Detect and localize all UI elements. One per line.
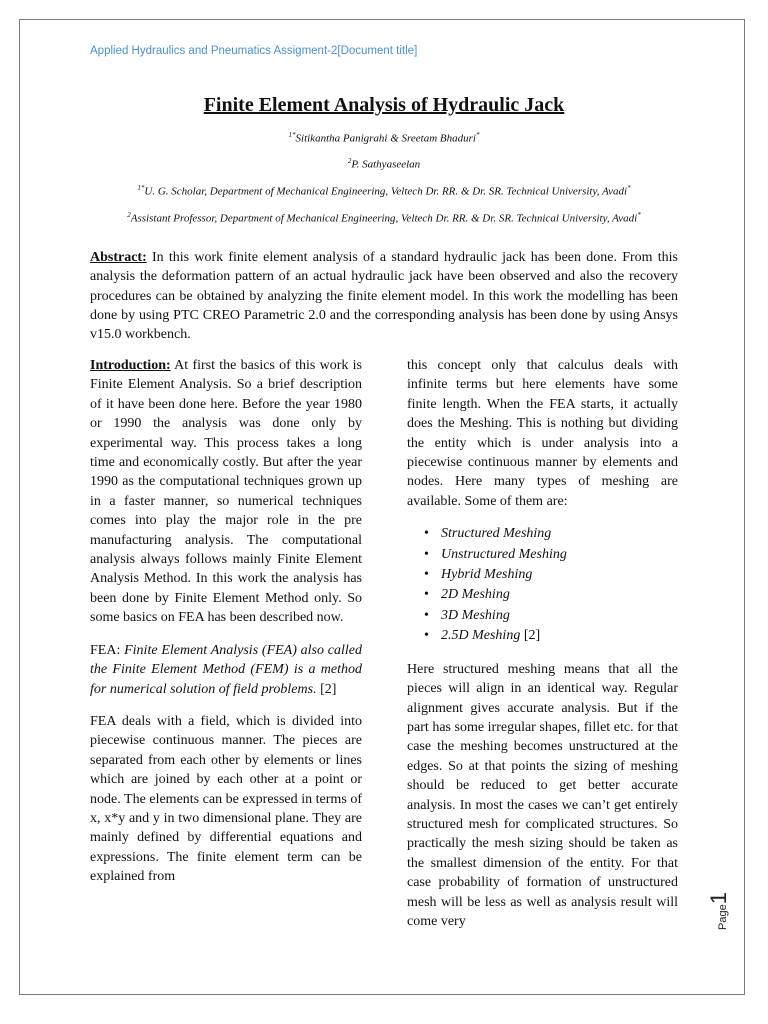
page-number-label <box>706 880 736 930</box>
fea-field-paragraph: FEA deals with a field, which is divided into piecewise continuous manner. The pieces are separated from each other by elements or lines which are joined by each other at a point or node. The elements can be expressed in terms of x, x*y and y in two dimensional plane. They are mainly defined by differential equations and expressions. The finite element term can be explained from <box>90 713 362 885</box>
page-word: Page <box>717 904 729 930</box>
list-item <box>407 565 678 585</box>
affiliation-2-text: Assistant Professor, Department of Mechanical Engineering, Veltech Dr. RR. & Dr. SR. Technical University, Avadi <box>130 212 638 225</box>
bullet-icon: • <box>424 587 429 603</box>
list-item <box>407 585 678 605</box>
supervisor-text: P. Sathyaseelan <box>351 158 421 171</box>
abstract-label: Abstract: <box>90 250 147 265</box>
meshing-intro-paragraph: this concept only that calculus deals with infinite terms but here elements have some finite length. When the FEA starts, it actually does the Meshing. This is nothing but dividing the entity which is under analysis into a piecewise continuous manner by elements and nodes. Here many types of meshing are available. Some of them are: <box>407 358 678 509</box>
bullet-icon: • <box>424 567 429 583</box>
bullet-icon: • <box>424 628 429 644</box>
author-mark: 1* <box>288 131 296 139</box>
author-names <box>80 127 688 148</box>
structured-meshing-paragraph: Here structured meshing means that all the pieces will align in an identical way. Regular alignment gives accurate analysis. But if the part has some irregular shapes, fillet etc. for that case the meshing becomes unstructured at the edges. So at that points the sizing of meshing should be reduced to get better accurate analysis. In most the cases we can’t get entirely structured mesh for complicated structures. So practically the mesh sizing should be taken as the smallest dimension of the entity. For that case probability of formation of unstructured mesh will be less as well as analysis result will come very <box>407 661 678 929</box>
author-text: Sitikantha Panigrahi & Sreetam Bhaduri <box>295 132 476 145</box>
fea-definition <box>90 641 362 699</box>
affiliation-1-text: U. G. Scholar, Department of Mechanical Engineering, Veltech Dr. RR. & Dr. SR. Technical University, Avadi <box>144 185 628 198</box>
list-item-text: 2D Meshing <box>441 587 510 603</box>
list-item-text: Unstructured Meshing <box>441 546 567 562</box>
abstract-text: In this work finite element analysis of a standard hydraulic jack has been done. From this analysis the deformation pattern of an actual hydraulic jack have been observed and also the recovery procedures can be obtained by analyzing the finite element model. In this work the modelling has been done by using PTC CREO Parametric 2.0 and the corresponding analysis has been done by using Ansys v15.0 workbench. <box>90 250 678 343</box>
affiliation-2-mark: 2 <box>127 211 131 219</box>
bullet-icon: • <box>424 607 429 623</box>
list-item-text: 3D Meshing <box>441 607 510 623</box>
list-item <box>407 545 678 565</box>
document-header: Applied Hydraulics and Pneumatics Assigment-2[Document title] <box>90 45 418 57</box>
affiliation-2-end: * <box>637 211 641 219</box>
supervisor-mark: 2 <box>347 157 352 165</box>
right-column <box>407 356 678 944</box>
author-supervisor <box>80 153 688 174</box>
affiliation-1-mark: 1* <box>137 184 145 192</box>
introduction-paragraph <box>90 356 362 628</box>
affiliation-1-end: * <box>627 184 631 192</box>
paper-title: Finite Element Analysis of Hydraulic Jack <box>203 94 565 116</box>
list-item-reference: [2] <box>520 628 541 644</box>
bullet-icon: • <box>424 546 429 562</box>
list-item-text: Structured Meshing <box>441 526 552 542</box>
list-item-text: Hybrid Meshing <box>441 567 533 583</box>
list-item <box>407 606 678 626</box>
introduction-text: At first the basics of this work is Finite Element Analysis. So a brief description of it have been done here. Before the year 1980 or 1990 the analysis was done only by experimental way. This process takes a long time and economically costly. But after the year 1990 as the computational techniques grown up in a faster manner, so numerical techniques comes into play the major role in the pre manufacturing analysis. The computational analysis always follows mainly Finite Element Analysis Method. In this work the analysis has been done by Finite Element Method only. So some basics on FEA has been described now. <box>90 358 362 626</box>
fea-label: FEA: <box>90 642 125 658</box>
list-item <box>407 626 678 646</box>
affiliation-1 <box>80 180 688 201</box>
fea-italic-text: Finite Element Analysis (FEA) also called the Finite Element Method (FEM) is a method for numerical solution of field problems. <box>90 642 362 697</box>
meshing-types-list <box>407 524 678 646</box>
list-item-text: 2.5D Meshing <box>441 628 521 644</box>
author-mark-end: * <box>475 131 480 139</box>
abstract <box>90 248 678 344</box>
list-item <box>407 524 678 544</box>
introduction-label: Introduction: <box>90 358 171 373</box>
bullet-icon: • <box>424 526 429 542</box>
affiliation-2 <box>80 207 688 228</box>
left-column <box>90 356 362 900</box>
fea-reference: [2] <box>316 681 337 697</box>
page-number: 1 <box>706 892 731 905</box>
